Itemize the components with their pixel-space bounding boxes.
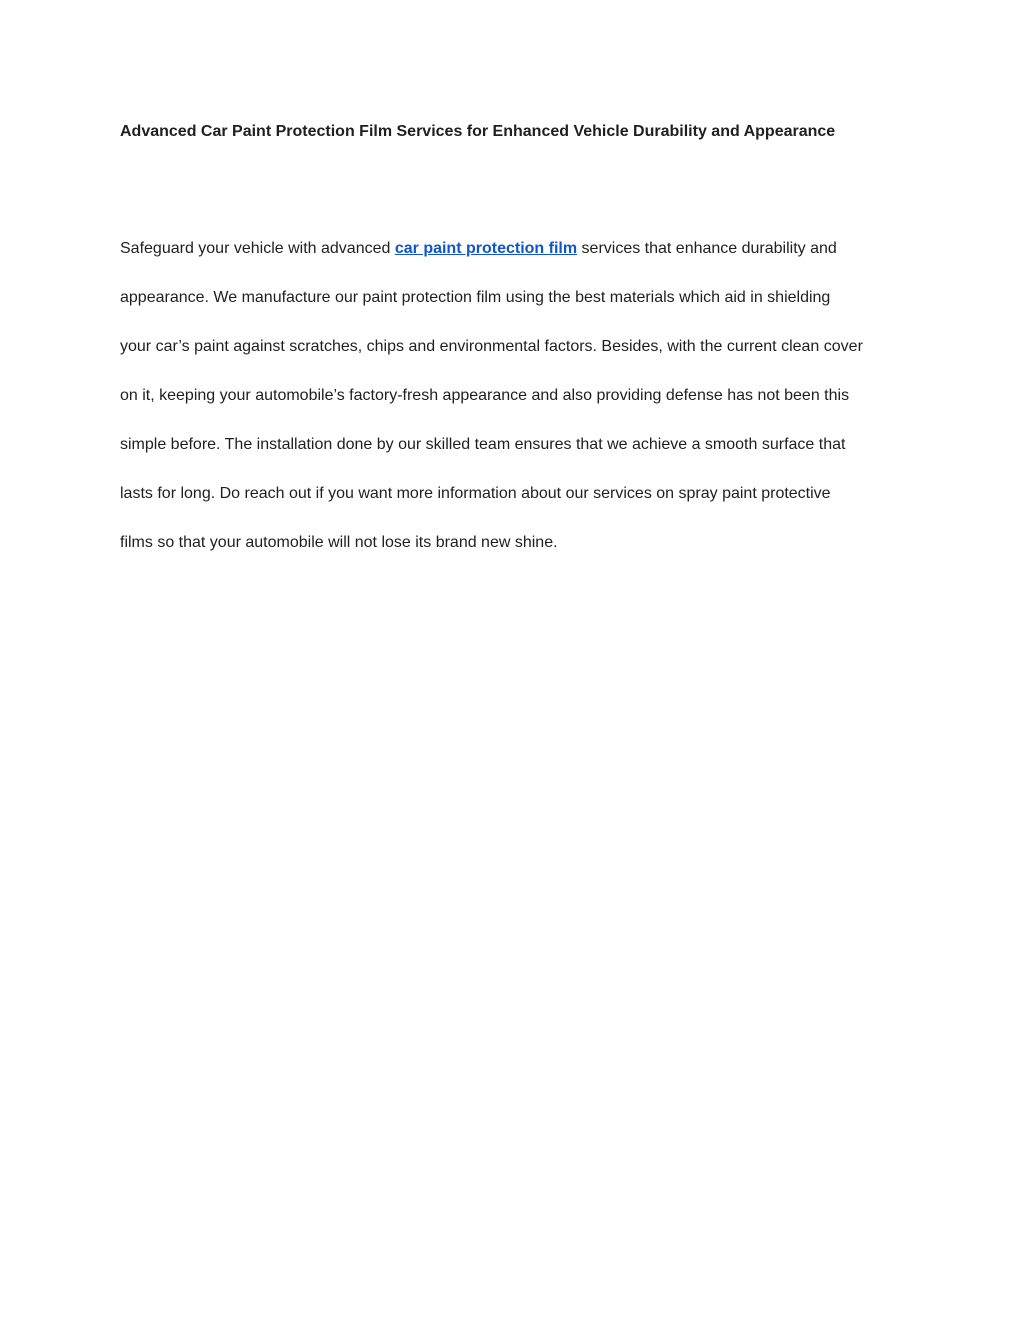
body-line-6: lasts for long. Do reach out if you want more information about our services on spray paint protective bbox=[120, 485, 831, 502]
body-line-3: your car’s paint against scratches, chips and environmental factors. Besides, with the current clean cover bbox=[120, 338, 863, 355]
body-line-2: appearance. We manufacture our paint protection film using the best materials which aid in shielding bbox=[120, 289, 831, 306]
body-line-1 bbox=[120, 224, 910, 273]
document-title: Advanced Car Paint Protection Film Services for Enhanced Vehicle Durability and Appearance bbox=[120, 123, 836, 140]
body-text-before-link: Safeguard your vehicle with advanced bbox=[120, 240, 395, 257]
body-text-after-link: services that enhance durability and bbox=[577, 240, 837, 257]
body-line-4: on it, keeping your automobile’s factory-fresh appearance and also providing defense has not been this bbox=[120, 387, 850, 404]
body-line-5: simple before. The installation done by our skilled team ensures that we achieve a smooth surface that bbox=[120, 436, 846, 453]
car-paint-protection-film-link[interactable]: car paint protection film bbox=[394, 240, 578, 257]
document-body bbox=[120, 224, 910, 567]
body-line-7: films so that your automobile will not lose its brand new shine. bbox=[120, 534, 558, 551]
